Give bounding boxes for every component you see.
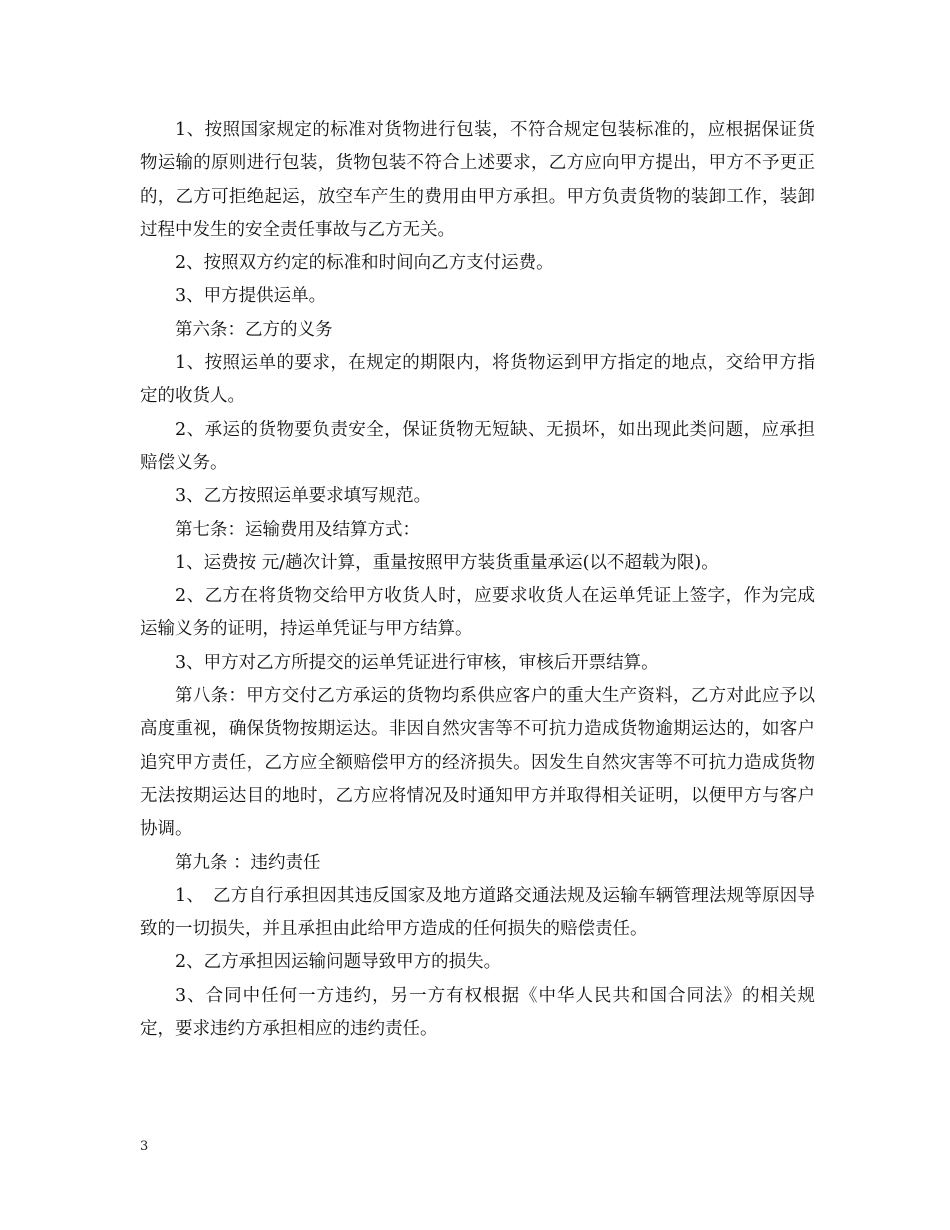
page-number: 3: [140, 1139, 149, 1154]
document-body: [140, 114, 815, 1046]
paragraph-transport-loss-liability: 2、乙方承担因运输问题导致甲方的损失。: [175, 952, 502, 973]
paragraph-waybill-clause: 3、甲方提供运单。: [175, 286, 327, 307]
paragraph-payment-clause: 2、按照双方约定的标准和时间向乙方支付运费。: [175, 253, 554, 274]
article-nine-heading: 第九条 ：违约责任: [175, 852, 321, 873]
paragraph-signature-settlement: 2、乙方在将货物交给甲方收货人时，应要求收货人在运单凭证上签字，作为完成运输义务的证明，持运单凭证与甲方结算。: [140, 586, 815, 640]
article-six-heading: 第六条：乙方的义务: [175, 319, 333, 340]
paragraph-packaging-clause: 1、按照国家规定的标准对货物进行包装，不符合规定包装标准的，应根据保证货物运输的原则进行包装，货物包装不符合上述要求，乙方应向甲方提出，甲方不予更正的，乙方可拒绝起运，放空车产生的费用由甲方承担。甲方负责货物的装卸工作，装卸过程中发生的安全责任事故与乙方无关。: [140, 120, 815, 240]
paragraph-breach-liability: 3、合同中任何一方违约，另一方有权根据《中华人民共和国合同法》的相关规定，要求违约方承担相应的违约责任。: [140, 985, 815, 1040]
paragraph-freight-rate: 1、运费按 元/趟次计算，重量按照甲方装货重量承运(以不超载为限)。: [175, 552, 719, 573]
paragraph-cargo-safety: 2、承运的货物要负责安全，保证货物无短缺、无损坏，如出现此类问题，应承担赔偿义务。: [140, 419, 815, 473]
article-seven-heading: 第七条：运输费用及结算方式：: [175, 519, 420, 540]
article-eight-paragraph: 第八条：甲方交付乙方承运的货物均系供应客户的重大生产资料，乙方对此应予以高度重视，确保货物按期运达。非因自然灾害等不可抗力造成货物逾期运达的，如客户追究甲方责任，乙方应全额赔偿甲方的经济损失。因发生自然灾害等不可抗力造成货物无法按期运达目的地时，乙方应将情况及时通知甲方并取得相关证明，以便甲方与客户协调。: [140, 686, 815, 840]
paragraph-traffic-violation-liability: 1、 乙方自行承担因其违反国家及地方道路交通法规及运输车辆管理法规等原因导致的一切损失，并且承担由此给甲方造成的任何损失的赔偿责任。: [140, 885, 815, 940]
paragraph-waybill-filling: 3、乙方按照运单要求填写规范。: [175, 486, 432, 507]
paragraph-invoice-settlement: 3、甲方对乙方所提交的运单凭证进行审核，审核后开票结算。: [175, 652, 659, 673]
paragraph-delivery-obligation: 1、按照运单的要求，在规定的期限内，将货物运到甲方指定的地点，交给甲方指定的收货人。: [140, 353, 815, 407]
